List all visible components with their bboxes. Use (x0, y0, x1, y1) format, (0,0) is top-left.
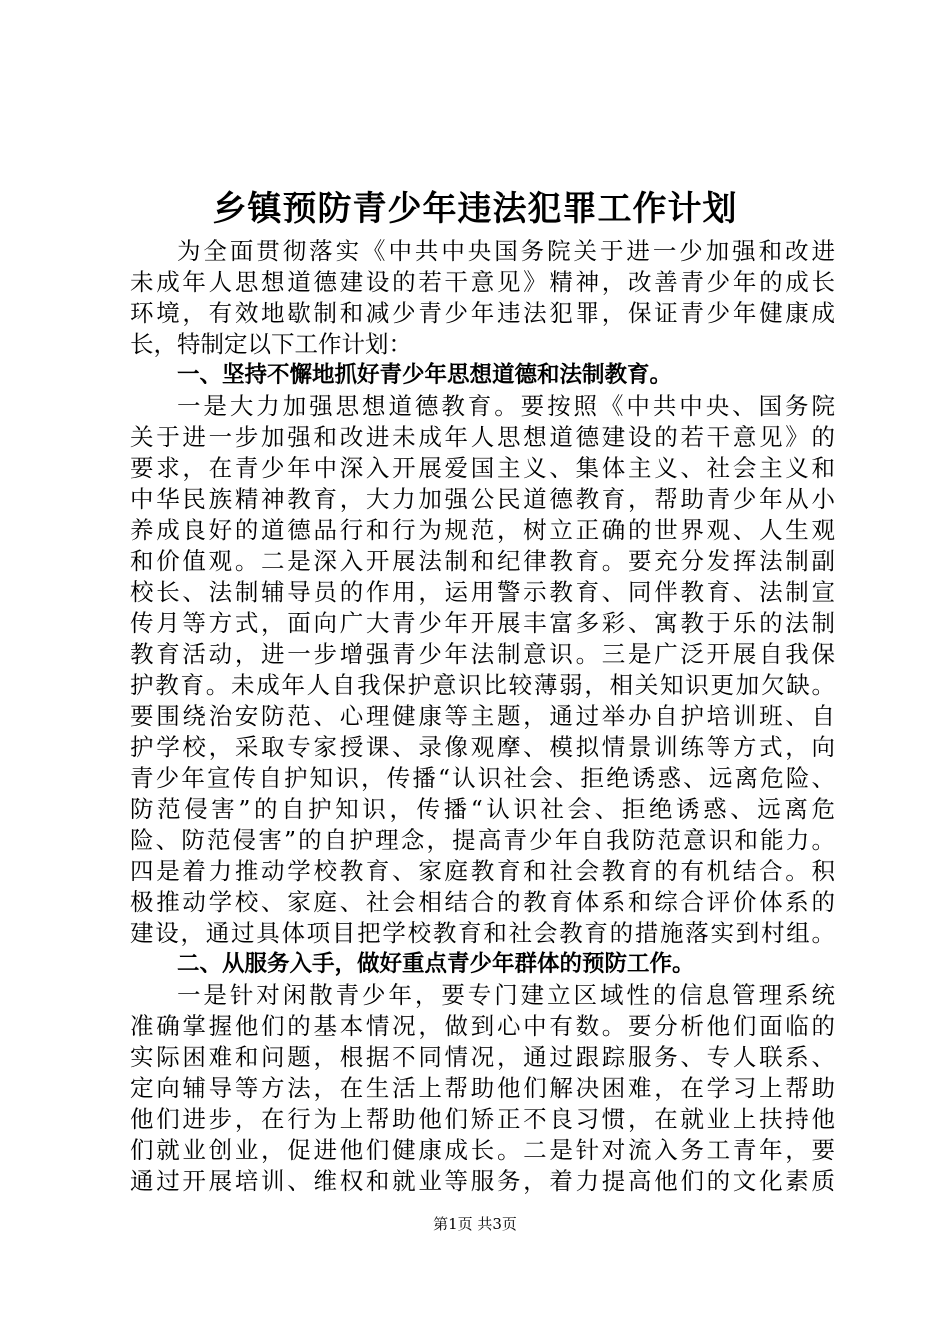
section-1-line: 要求，在青少年中深入开展爱国主义、集体主义、社会主义和 (130, 454, 835, 482)
section-2-line: 定向辅导等方法，在生活上帮助他们解决困难，在学习上帮助 (130, 1074, 835, 1102)
section-1-line: 护学校，采取专家授课、录像观摩、模拟情景训练等方式，向 (130, 733, 835, 761)
section-1-line: 险、防范侵害”的自护理念，提高青少年自我防范意识和能力。 (130, 826, 835, 854)
section-1-line: 极推动学校、家庭、社会相结合的教育体系和综合评价体系的 (130, 888, 835, 916)
section-1-line: 中华民族精神教育，大力加强公民道德教育，帮助青少年从小 (130, 485, 835, 513)
section-1-line: 传月等方式，面向广大青少年开展丰富多彩、寓教于乐的法制 (130, 609, 835, 637)
section-1-line: 护教育。未成年人自我保护意识比较薄弱，相关知识更加欠缺。 (130, 671, 835, 699)
page-footer: 第1页 共3页 (433, 1215, 517, 1233)
section-1-line: 校长、法制辅导员的作用，运用警示教育、同伴教育、法制宣 (130, 578, 835, 606)
section-2-line: 们就业创业，促进他们健康成长。二是针对流入务工青年，要 (130, 1136, 835, 1164)
intro-line: 为全面贯彻落实《中共中央国务院关于进一少加强和改进 (177, 237, 835, 265)
section-1-line: 要围绕治安防范、心理健康等主题，通过举办自护培训班、自 (130, 702, 835, 730)
section-2-line: 通过开展培训、维权和就业等服务，着力提高他们的文化素质 (130, 1167, 835, 1195)
section-1-line: 一是大力加强思想道德教育。要按照《中共中央、国务院 (177, 392, 835, 420)
section-2-heading: 二、从服务入手，做好重点青少年群体的预防工作。 (177, 951, 695, 977)
section-1-line: 关于进一步加强和改进未成年人思想道德建设的若干意见》的 (130, 423, 835, 451)
section-1-line: 教育活动，进一步增强青少年法制意识。三是广泛开展自我保 (130, 640, 835, 668)
section-1-heading: 一、坚持不懈地抓好青少年思想道德和法制教育。 (177, 362, 673, 388)
section-1-line: 四是着力推动学校教育、家庭教育和社会教育的有机结合。积 (130, 857, 835, 885)
section-1-line: 防范侵害”的自护知识，传播“认识社会、拒绝诱惑、远离危 (130, 795, 835, 823)
document-body (130, 236, 835, 1197)
section-2-line: 一是针对闲散青少年，要专门建立区域性的信息管理系统 (177, 981, 835, 1009)
section-1-line: 养成良好的道德品行和行为规范，树立正确的世界观、人生观 (130, 516, 835, 544)
section-2-line: 实际困难和问题，根据不同情况，通过跟踪服务、专人联系、 (130, 1043, 835, 1071)
intro-line: 未成年人思想道德建设的若干意见》精神，改善青少年的成长 (130, 268, 835, 296)
section-1-line: 建设，通过具体项目把学校教育和社会教育的措施落实到村组。 (130, 919, 835, 947)
section-2-line: 他们进步，在行为上帮助他们矫正不良习惯，在就业上扶持他 (130, 1105, 835, 1133)
intro-line: 长，特制定以下工作计划： (130, 330, 412, 358)
section-1-line: 青少年宣传自护知识，传播“认识社会、拒绝诱惑、远离危险、 (130, 764, 835, 792)
section-1-line: 和价值观。二是深入开展法制和纪律教育。要充分发挥法制副 (130, 547, 835, 575)
document-title: 乡镇预防青少年违法犯罪工作计划 (212, 189, 738, 229)
intro-line: 环境，有效地歇制和减少青少年违法犯罪，保证青少年健康成 (130, 299, 835, 327)
section-2-line: 准确掌握他们的基本情况，做到心中有数。要分析他们面临的 (130, 1012, 835, 1040)
